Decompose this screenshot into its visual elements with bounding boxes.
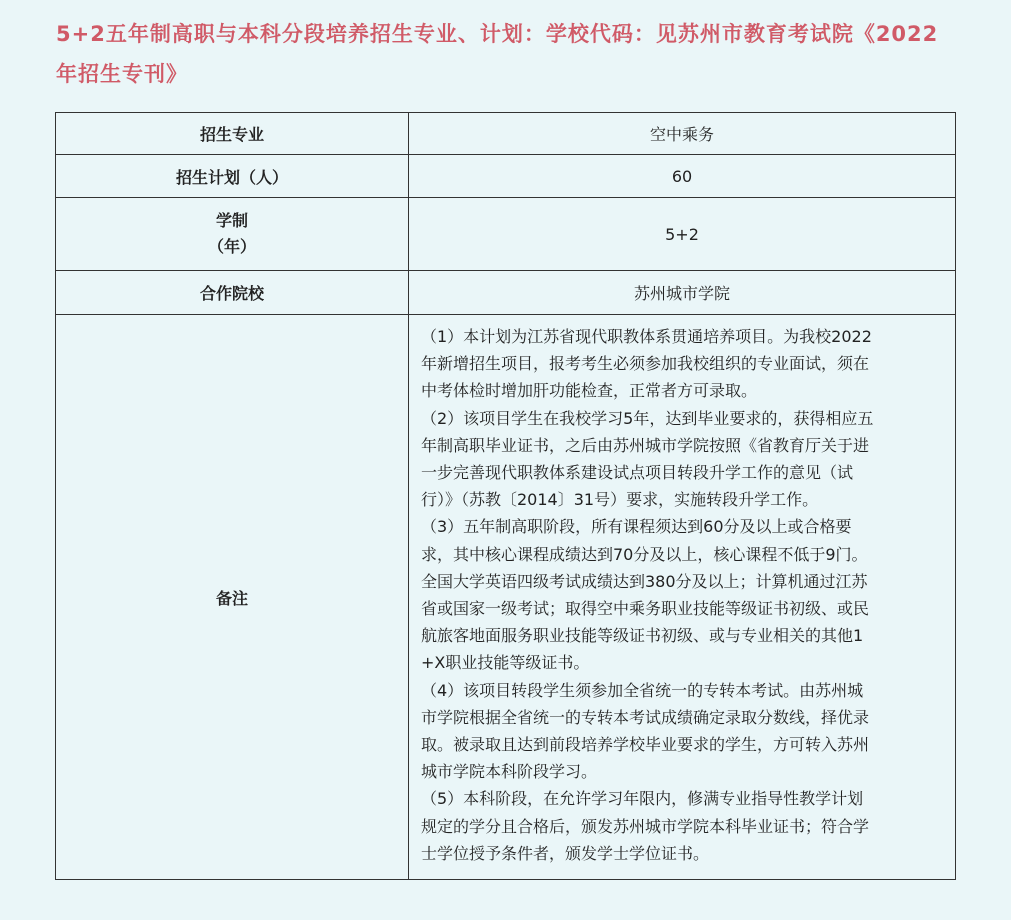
heading-line-1: 5+2五年制高职与本科分段培养招生专业、计划：学校代码：见苏州市教育考试院《2022	[56, 22, 939, 46]
note-line: 市学院根据全省统一的专转本考试成绩确定录取分数线，择优录	[421, 707, 870, 727]
notes-content	[409, 315, 956, 880]
note-line: （5）本科阶段，在允许学习年限内，修满专业指导性教学计划	[421, 789, 864, 809]
label-plan: 招生计划（人）	[56, 155, 409, 198]
note-line: 求，其中核心课程成绩达到70分及以上，核心课程不低于9门。	[421, 544, 868, 564]
table-row-notes	[56, 315, 956, 880]
value-major: 空中乘务	[409, 113, 956, 155]
heading-line-2: 年招生专刊》	[56, 62, 188, 86]
table-row-major	[56, 113, 956, 155]
note-line: （3）五年制高职阶段，所有课程须达到60分及以上或合格要	[421, 517, 852, 537]
note-line: （4）该项目转段学生须参加全省统一的专转本考试。由苏州城	[421, 680, 864, 700]
note-line: 省或国家一级考试；取得空中乘务职业技能等级证书初级、或民	[421, 599, 870, 619]
table-row-partner	[56, 271, 956, 315]
note-line: +X职业技能等级证书。	[421, 653, 590, 673]
label-duration	[56, 198, 409, 271]
label-partner: 合作院校	[56, 271, 409, 315]
note-line: 全国大学英语四级考试成绩达到380分及以上；计算机通过江苏	[421, 571, 868, 591]
note-line: （1）本计划为江苏省现代职教体系贯通培养项目。为我校2022	[421, 327, 872, 346]
label-duration-line-2: （年）	[207, 237, 256, 256]
note-line: 取。被录取且达到前段培养学校毕业要求的学生，方可转入苏州	[421, 735, 870, 755]
table-row-duration	[56, 198, 956, 271]
label-duration-line-1: 学制	[215, 211, 248, 230]
value-plan: 60	[409, 155, 956, 198]
table-row-plan	[56, 155, 956, 198]
note-line: 一步完善现代职教体系建设试点项目转段升学工作的意见（试	[421, 463, 854, 483]
enrollment-table	[55, 112, 956, 880]
note-line: 城市学院本科阶段学习。	[421, 762, 598, 782]
value-partner: 苏州城市学院	[409, 271, 956, 315]
note-line: 航旅客地面服务职业技能等级证书初级、或与专业相关的其他1	[421, 626, 864, 646]
note-line: 年新增招生项目，报考考生必须参加我校组织的专业面试，须在	[421, 354, 870, 374]
section-heading	[56, 14, 961, 94]
note-line: （2）该项目学生在我校学习5年，达到毕业要求的，获得相应五	[421, 408, 874, 428]
note-line: 行）》（苏教〔2014〕31号）要求，实施转段升学工作。	[421, 490, 819, 510]
note-line: 年制高职毕业证书，之后由苏州城市学院按照《省教育厅关于进	[421, 435, 870, 455]
label-major: 招生专业	[56, 113, 409, 155]
note-line: 士学位授予条件者，颁发学士学位证书。	[421, 843, 710, 863]
value-duration: 5+2	[409, 198, 956, 271]
note-line: 规定的学分且合格后，颁发苏州城市学院本科毕业证书；符合学	[421, 816, 870, 836]
label-notes: 备注	[56, 315, 409, 880]
note-line: 中考体检时增加肝功能检查，正常者方可录取。	[421, 381, 758, 401]
